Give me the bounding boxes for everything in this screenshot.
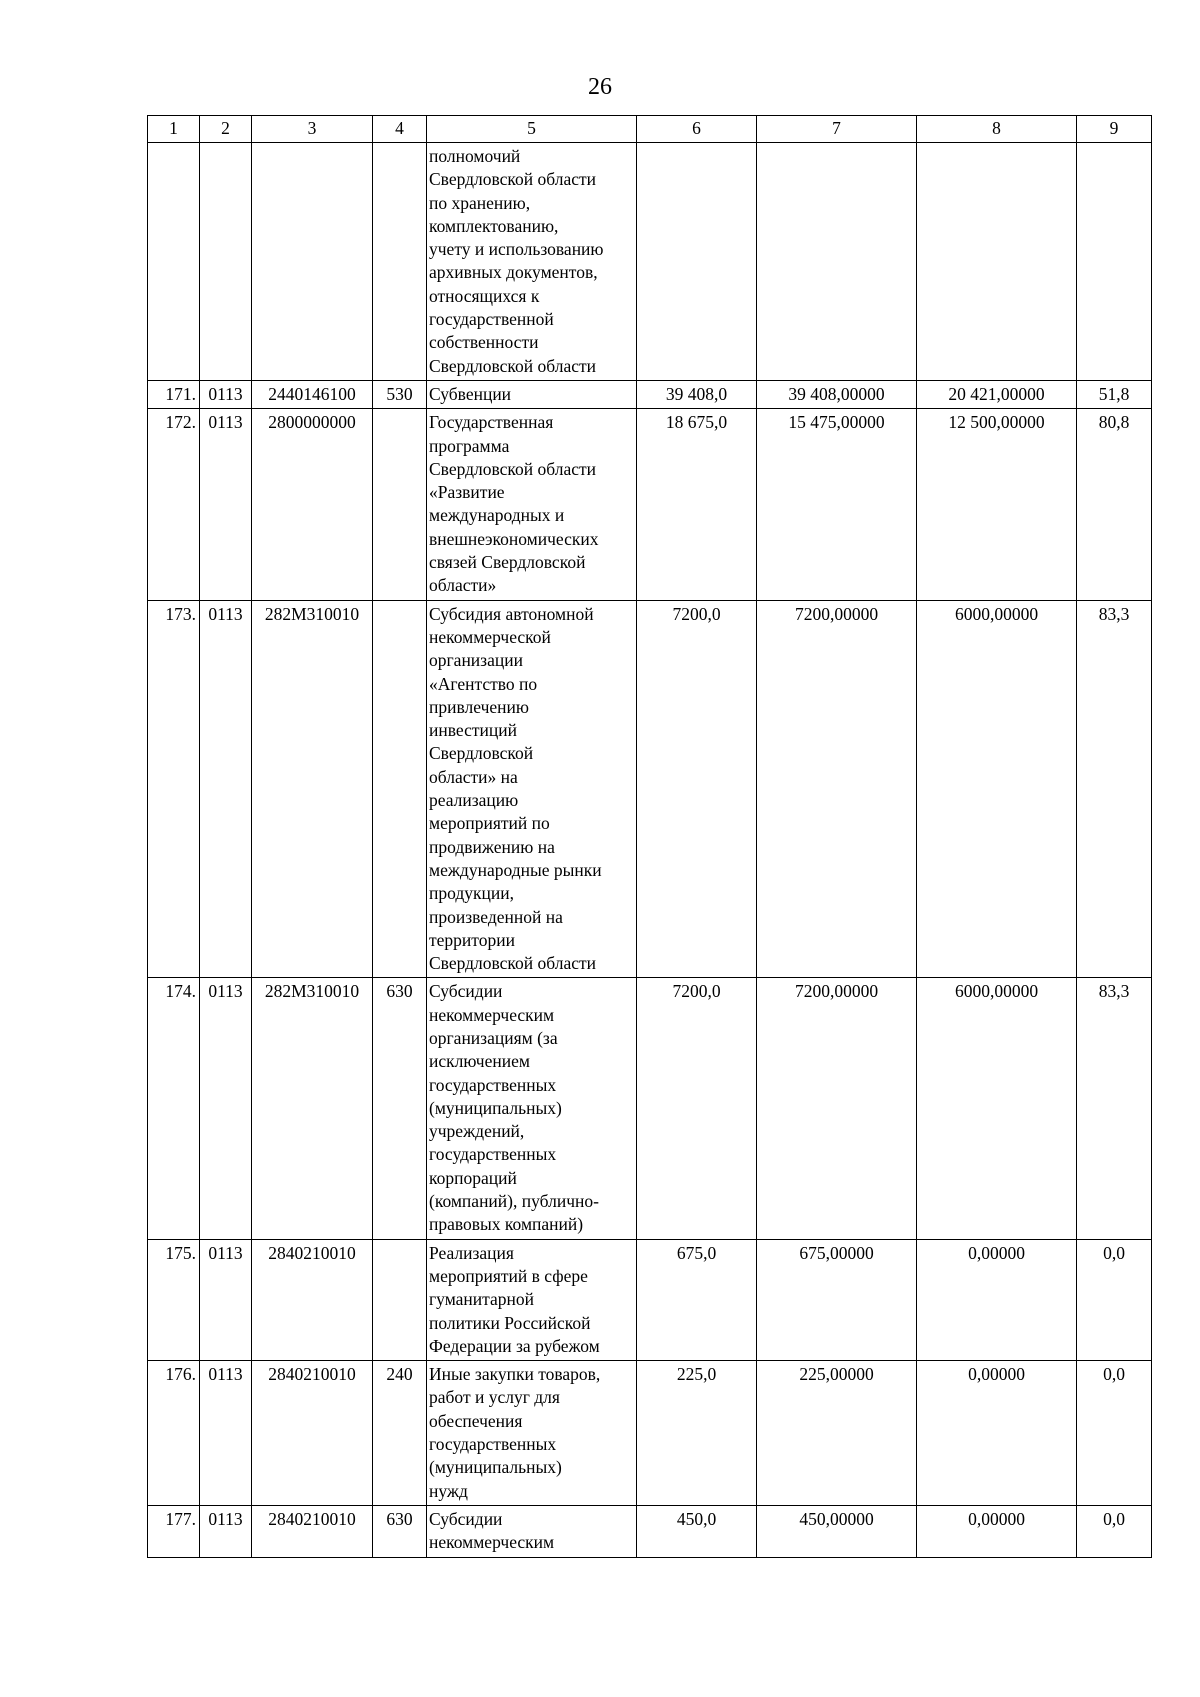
- col-header-4: 4: [373, 116, 427, 143]
- approved-amount-cell: 39 408,0: [637, 380, 757, 408]
- executed-amount-cell: 0,00000: [917, 1505, 1077, 1557]
- plan-amount-cell: 7200,00000: [757, 978, 917, 1239]
- plan-amount-cell: 39 408,00000: [757, 380, 917, 408]
- executed-amount-cell: 6000,00000: [917, 978, 1077, 1239]
- section-code-cell: 0113: [200, 1505, 252, 1557]
- row-number-cell: 171.: [148, 380, 200, 408]
- section-code-cell: 0113: [200, 1239, 252, 1360]
- percent-cell: 83,3: [1077, 978, 1152, 1239]
- item-name-cell: Субсидии некоммерческим: [427, 1505, 637, 1557]
- row-number-cell: 176.: [148, 1361, 200, 1506]
- executed-amount-cell: 12 500,00000: [917, 409, 1077, 600]
- table-row: [148, 600, 1152, 978]
- expense-type-cell: [373, 143, 427, 381]
- col-header-6: 6: [637, 116, 757, 143]
- col-header-3: 3: [252, 116, 373, 143]
- section-code-cell: 0113: [200, 409, 252, 600]
- section-code-cell: [200, 143, 252, 381]
- expense-type-cell: [373, 409, 427, 600]
- executed-amount-cell: 6000,00000: [917, 600, 1077, 978]
- target-code-cell: 282M310010: [252, 600, 373, 978]
- percent-cell: 80,8: [1077, 409, 1152, 600]
- item-name-cell: Субвенции: [427, 380, 637, 408]
- plan-amount-cell: 450,00000: [757, 1505, 917, 1557]
- percent-cell: 0,0: [1077, 1505, 1152, 1557]
- budget-table: [147, 115, 1152, 1558]
- col-header-5: 5: [427, 116, 637, 143]
- approved-amount-cell: 450,0: [637, 1505, 757, 1557]
- section-code-cell: 0113: [200, 380, 252, 408]
- approved-amount-cell: 7200,0: [637, 600, 757, 978]
- row-number-cell: 174.: [148, 978, 200, 1239]
- target-code-cell: 2840210010: [252, 1361, 373, 1506]
- percent-cell: 51,8: [1077, 380, 1152, 408]
- target-code-cell: 2800000000: [252, 409, 373, 600]
- col-header-8: 8: [917, 116, 1077, 143]
- section-code-cell: 0113: [200, 1361, 252, 1506]
- expense-type-cell: 630: [373, 1505, 427, 1557]
- target-code-cell: 282M310010: [252, 978, 373, 1239]
- page-number: 26: [588, 74, 612, 100]
- target-code-cell: 2840210010: [252, 1505, 373, 1557]
- percent-cell: 83,3: [1077, 600, 1152, 978]
- table-row: [148, 409, 1152, 600]
- item-name-cell: Субсидия автономной некоммерческой организации «Агентство по привлечению инвестиций Свердловской области» на реализацию мероприятий по продвижению на международные рынки продукции, произведенной на территории Свердловской области: [427, 600, 637, 978]
- plan-amount-cell: 7200,00000: [757, 600, 917, 978]
- plan-amount-cell: 675,00000: [757, 1239, 917, 1360]
- plan-amount-cell: [757, 143, 917, 381]
- executed-amount-cell: 0,00000: [917, 1239, 1077, 1360]
- executed-amount-cell: 20 421,00000: [917, 380, 1077, 408]
- table-row: [148, 380, 1152, 408]
- item-name-cell: Реализация мероприятий в сфере гуманитарной политики Российской Федерации за рубежом: [427, 1239, 637, 1360]
- table-row: [148, 978, 1152, 1239]
- expense-type-cell: 630: [373, 978, 427, 1239]
- approved-amount-cell: 18 675,0: [637, 409, 757, 600]
- item-name-cell: полномочий Свердловской области по хранению, комплектованию, учету и использованию архивных документов, относящихся к государственной собственности Свердловской области: [427, 143, 637, 381]
- section-code-cell: 0113: [200, 600, 252, 978]
- row-number-cell: 175.: [148, 1239, 200, 1360]
- row-number-cell: 172.: [148, 409, 200, 600]
- approved-amount-cell: 675,0: [637, 1239, 757, 1360]
- table-row: [148, 1505, 1152, 1557]
- approved-amount-cell: 7200,0: [637, 978, 757, 1239]
- expense-type-cell: 530: [373, 380, 427, 408]
- target-code-cell: 2440146100: [252, 380, 373, 408]
- header-row: [148, 116, 1152, 143]
- row-number-cell: [148, 143, 200, 381]
- col-header-1: 1: [148, 116, 200, 143]
- plan-amount-cell: 225,00000: [757, 1361, 917, 1506]
- expense-type-cell: 240: [373, 1361, 427, 1506]
- col-header-7: 7: [757, 116, 917, 143]
- executed-amount-cell: [917, 143, 1077, 381]
- expense-type-cell: [373, 1239, 427, 1360]
- plan-amount-cell: 15 475,00000: [757, 409, 917, 600]
- expense-type-cell: [373, 600, 427, 978]
- target-code-cell: [252, 143, 373, 381]
- table-row: [148, 1239, 1152, 1360]
- item-name-cell: Государственная программа Свердловской области «Развитие международных и внешнеэкономических связей Свердловской области»: [427, 409, 637, 600]
- percent-cell: 0,0: [1077, 1239, 1152, 1360]
- table-row: [148, 143, 1152, 381]
- approved-amount-cell: [637, 143, 757, 381]
- item-name-cell: Иные закупки товаров, работ и услуг для обеспечения государственных (муниципальных) нужд: [427, 1361, 637, 1506]
- executed-amount-cell: 0,00000: [917, 1361, 1077, 1506]
- section-code-cell: 0113: [200, 978, 252, 1239]
- col-header-2: 2: [200, 116, 252, 143]
- row-number-cell: 173.: [148, 600, 200, 978]
- item-name-cell: Субсидии некоммерческим организациям (за исключением государственных (муниципальных) учреждений, государственных корпораций (компаний), публично- правовых компаний): [427, 978, 637, 1239]
- target-code-cell: 2840210010: [252, 1239, 373, 1360]
- col-header-9: 9: [1077, 116, 1152, 143]
- table-row: [148, 1361, 1152, 1506]
- percent-cell: [1077, 143, 1152, 381]
- row-number-cell: 177.: [148, 1505, 200, 1557]
- approved-amount-cell: 225,0: [637, 1361, 757, 1506]
- percent-cell: 0,0: [1077, 1361, 1152, 1506]
